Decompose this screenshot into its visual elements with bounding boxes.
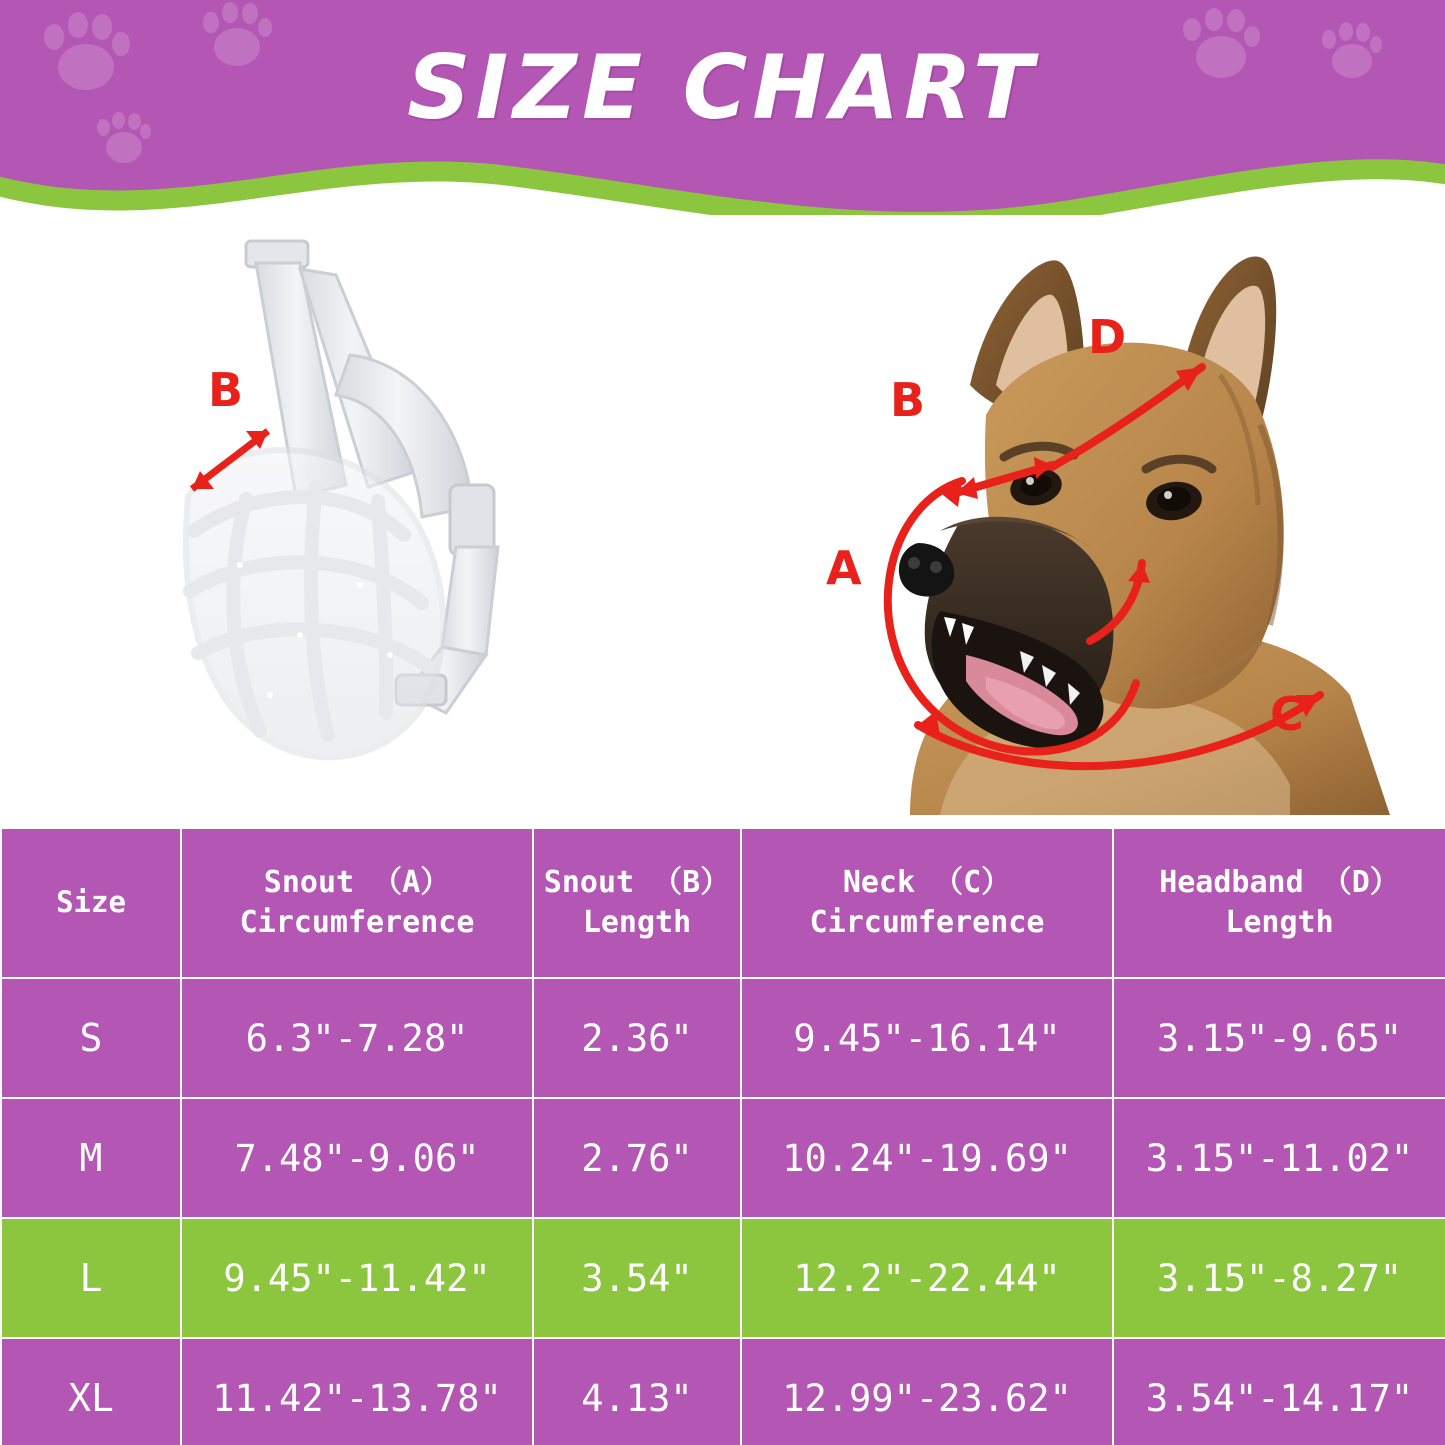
header-size: Size	[1, 828, 181, 978]
table-row-highlighted	[1, 1218, 1445, 1338]
muzzle-label-b: B	[208, 363, 244, 417]
table-row	[1, 978, 1445, 1098]
header-neck-c-line2: Circumference	[809, 905, 1045, 940]
dog-label-d: D	[1088, 310, 1127, 364]
cell-headband-d: 3.15"-9.65"	[1113, 978, 1445, 1098]
muzzle-product-image	[150, 235, 650, 795]
header-neck-c-line1: Neck （C）	[842, 864, 1012, 900]
cell-size: S	[1, 978, 181, 1098]
header-snout-a	[181, 828, 533, 978]
table-header-row	[1, 828, 1445, 978]
cell-headband-d: 3.15"-11.02"	[1113, 1098, 1445, 1218]
white-wave-divider	[0, 150, 1445, 215]
cell-snout-b: 2.76"	[533, 1098, 741, 1218]
dog-label-c: C	[1270, 687, 1304, 741]
table-row	[1, 1338, 1445, 1445]
header-snout-a-line1: Snout （A）	[263, 864, 451, 900]
cell-snout-a: 9.45"-11.42"	[181, 1218, 533, 1338]
cell-size: L	[1, 1218, 181, 1338]
page-title: SIZE CHART	[407, 36, 1038, 139]
header-headband-d-line2: Length	[1225, 905, 1334, 940]
header-snout-b	[533, 828, 741, 978]
dog-label-a: A	[826, 541, 862, 595]
cell-snout-b: 4.13"	[533, 1338, 741, 1445]
header-headband-d-line1: Headband （D）	[1159, 864, 1400, 900]
cell-neck-c: 10.24"-19.69"	[741, 1098, 1113, 1218]
header-neck-c	[741, 828, 1113, 978]
cell-headband-d: 3.54"-14.17"	[1113, 1338, 1445, 1445]
cell-neck-c: 9.45"-16.14"	[741, 978, 1113, 1098]
cell-neck-c: 12.2"-22.44"	[741, 1218, 1113, 1338]
cell-snout-b: 3.54"	[533, 1218, 741, 1338]
cell-size: XL	[1, 1338, 181, 1445]
cell-headband-d: 3.15"-8.27"	[1113, 1218, 1445, 1338]
cell-snout-a: 11.42"-13.78"	[181, 1338, 533, 1445]
header-headband-d	[1113, 828, 1445, 978]
muzzle-drawing	[150, 235, 650, 795]
cell-size: M	[1, 1098, 181, 1218]
dog-label-b: B	[890, 373, 926, 427]
header-snout-b-line1: Snout （B）	[543, 864, 731, 900]
size-table	[0, 827, 1445, 1445]
dog-photo	[790, 225, 1430, 815]
cell-snout-a: 6.3"-7.28"	[181, 978, 533, 1098]
cell-neck-c: 12.99"-23.62"	[741, 1338, 1113, 1445]
header-snout-a-line2: Circumference	[239, 905, 475, 940]
header-banner	[0, 0, 1445, 215]
table-row	[1, 1098, 1445, 1218]
cell-snout-b: 2.36"	[533, 978, 741, 1098]
header-snout-b-line2: Length	[582, 905, 692, 940]
cell-snout-a: 7.48"-9.06"	[181, 1098, 533, 1218]
illustration-area	[0, 215, 1445, 827]
